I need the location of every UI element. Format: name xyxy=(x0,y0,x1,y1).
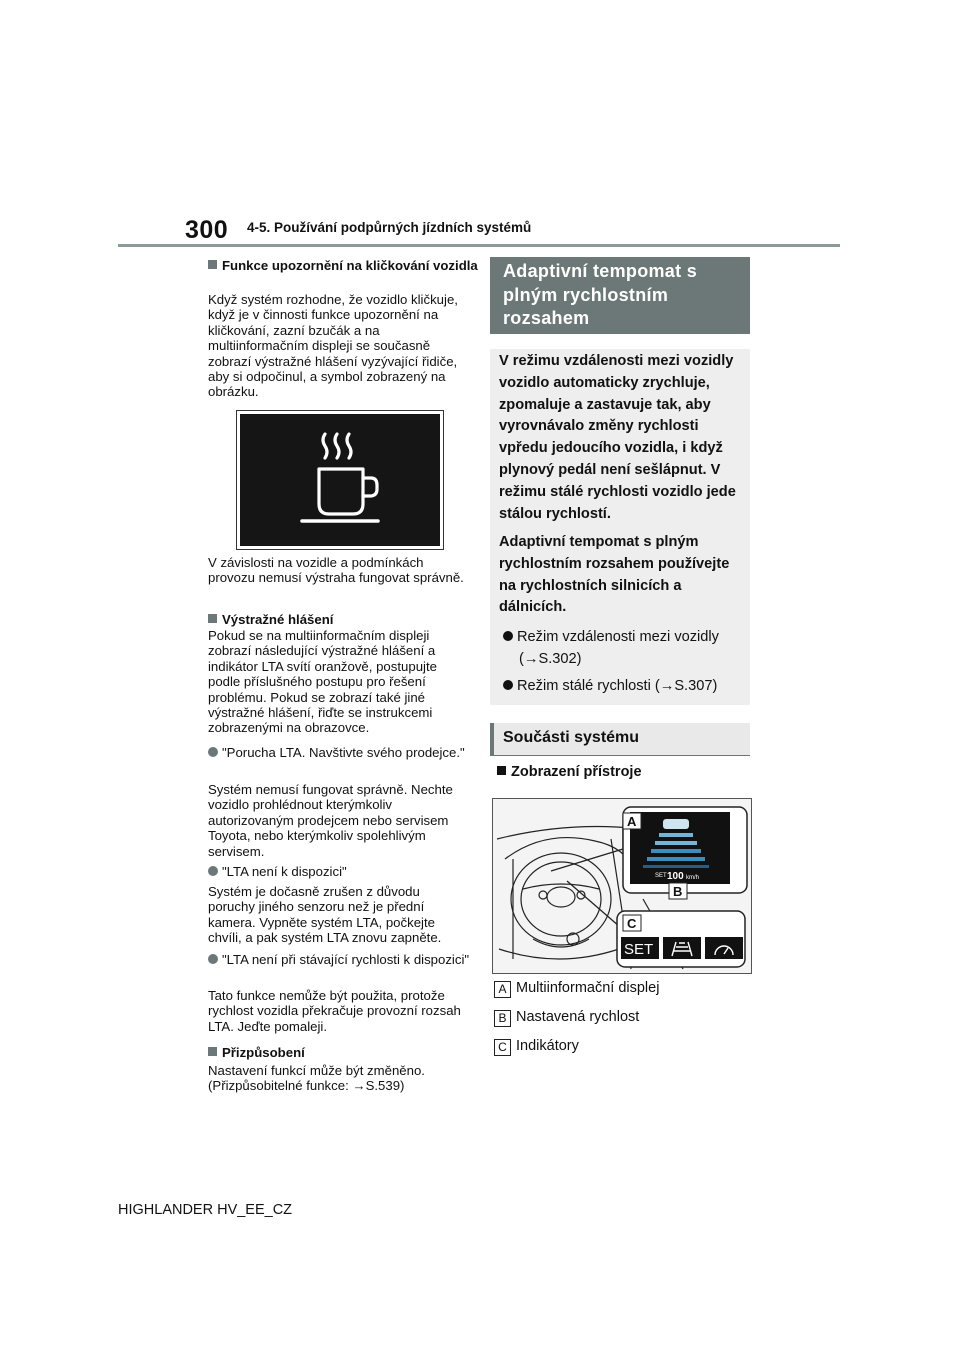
square-bullet-icon xyxy=(208,614,217,623)
legend-item-a: A Multiinformační displej xyxy=(494,980,659,998)
legend-item-b: B Nastavená rychlost xyxy=(494,1009,639,1027)
drowsiness-heading: Funkce upozornění na kličkování vozidla xyxy=(208,258,484,273)
label-b: B xyxy=(673,884,683,899)
round-bullet-icon xyxy=(503,680,513,690)
warning-item-malfunction: "Porucha LTA. Navštivte svého prodejce." xyxy=(208,745,486,760)
set-indicator: SET xyxy=(624,941,654,958)
warning-body: Pokud se na multiinformačním displeji zobrazí následující výstražné hlášení a indikátor LTA svítí oranžově, postupujte podle příslušného postupu pro řešení problému. Pokud se zobrazí také jiné výstražné hlášení, řiďte se instrukcemi zobrazenými na obrazovce. xyxy=(208,628,437,736)
warning-item-unavailable: "LTA není k dispozici" xyxy=(208,864,486,879)
round-bullet-icon xyxy=(208,866,218,876)
warning-item-unavailable-body: Systém je dočasně zrušen z důvodu poruchy jiného senzoru než je přední kamera. Vypněte systém LTA, počkejte chvíli, a pak systém LTA znovu zapněte. xyxy=(208,884,442,946)
intro-usage: Adaptivní tempomat s plným rychlostním rozsahem používejte na rychlostních silnicích a dálnicích. xyxy=(499,534,730,616)
footer-model: HIGHLANDER HV_EE_CZ xyxy=(118,1202,293,1218)
square-bullet-icon xyxy=(497,766,506,775)
header-rule xyxy=(118,244,840,247)
drowsiness-body: Když systém rozhodne, že vozidlo kličkuje, když je v činnosti funkce upozornění na kličkování, zazní bzučák a na multiinformačním displeji se současně zobrazí výstražné hlášení vyzývající řidiče, aby si odpočinul, a symbol zobrazený na obrázku. xyxy=(208,292,458,400)
square-bullet-icon xyxy=(208,260,217,269)
warning-item-malfunction-body: Systém nemusí fungovat správně. Nechte vozidlo prohlédnout kterýmkoliv autorizovaným prodejcem nebo servisem Toyota, nebo kterýmkoliv spolehlivým servisem. xyxy=(208,782,453,859)
intro-paragraph: V režimu vzdálenosti mezi vozidly vozidlo automaticky zrychluje, zpomaluje a zastavuje tak, aby vyrovnávalo změny rychlosti vpředu jedoucího vozidla, i když plynový pedál není sešlápnut. V režimu stálé rychlosti vozidlo jede stálou rychlostí. xyxy=(499,353,736,522)
components-heading: Součásti systému xyxy=(503,729,640,746)
section-title: 4-5. Používání podpůrných jízdních systémů xyxy=(247,220,532,235)
square-bullet-icon xyxy=(208,1047,217,1056)
legend-item-c: C Indikátory xyxy=(494,1038,579,1056)
set-speed-unit: km/h xyxy=(686,875,700,881)
warning-item-speed-body: Tato funkce nemůže být použita, protože rychlost vozidla překračuje provozní rozsah LTA. Jeďte pomaleji. xyxy=(208,988,461,1034)
label-c: C xyxy=(627,916,637,931)
dashboard-illustration xyxy=(493,799,751,973)
customization-heading: Přizpůsobení xyxy=(208,1045,484,1060)
coffee-cup-icon xyxy=(240,414,440,546)
set-speed-label-small: SET xyxy=(655,873,667,879)
page-title: Adaptivní tempomat s plným rychlostním rozsahem xyxy=(503,261,698,328)
page-number: 300 xyxy=(185,216,229,244)
round-bullet-icon xyxy=(208,954,218,964)
instrument-heading: Zobrazení přístroje xyxy=(497,764,642,780)
instrument-cluster-figure xyxy=(492,798,752,974)
warning-heading: Výstražné hlášení xyxy=(208,612,484,627)
round-bullet-icon xyxy=(208,747,218,757)
label-a: A xyxy=(627,814,637,829)
customization-body: Nastavení funkcí může být změněno. (Přizpůsobitelné funkce: →S.539) xyxy=(208,1063,425,1094)
round-bullet-icon xyxy=(503,631,513,641)
mode-item-distance: Režim vzdálenosti mezi vozidly (→S.302) xyxy=(503,627,763,671)
coffee-cup-figure xyxy=(236,410,444,550)
image-note: V závislosti na vozidle a podmínkách provozu nemusí výstraha fungovat správně. xyxy=(208,555,464,586)
mode-item-constant: Režim stálé rychlosti (→S.307) xyxy=(503,676,763,698)
set-speed-value: 100 xyxy=(667,871,684,882)
warning-item-speed: "LTA není při stávající rychlosti k dispozici" xyxy=(208,952,486,967)
